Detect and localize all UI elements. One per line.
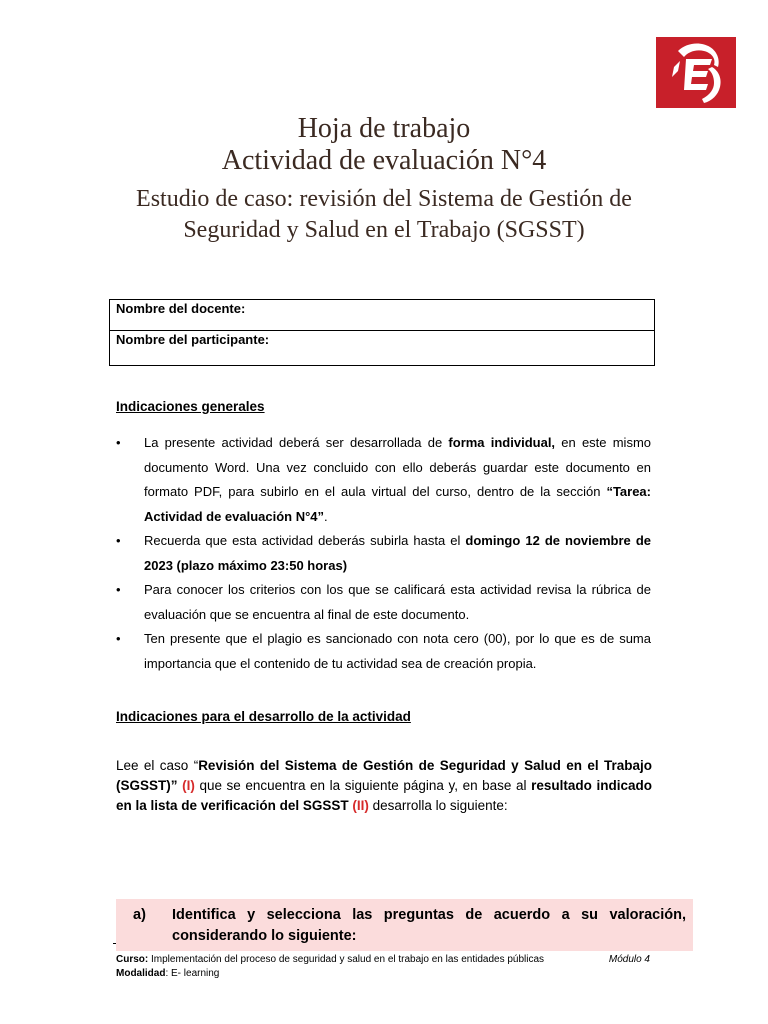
general-instructions-list bbox=[116, 431, 651, 676]
teacher-name-row[interactable]: Nombre del docente: bbox=[110, 300, 654, 331]
development-instructions-heading: Indicaciones para el desarrollo de la actividad bbox=[116, 709, 411, 724]
institution-logo-icon bbox=[656, 37, 736, 108]
task-a-box bbox=[116, 899, 693, 951]
task-letter: a) bbox=[133, 907, 146, 923]
list-item: • La presente actividad deberá ser desarrollada de forma individual, en este mismo documento Word. Una vez concluido con ello deberás guardar este documento en formato PDF, para subirlo en el aula virtual del curso, dentro de la sección “Tarea: Actividad de evaluación N°4”. bbox=[116, 431, 651, 529]
participant-name-row[interactable]: Nombre del participante: bbox=[116, 332, 270, 347]
list-item: • Ten presente que el plagio es sancionado con nota cero (00), por lo que es de suma importancia que el contenido de tu actividad sea de creación propia. bbox=[116, 627, 651, 676]
bullet-icon: • bbox=[116, 435, 121, 450]
divider bbox=[113, 943, 116, 944]
task-text: Identifica y selecciona las preguntas de acuerdo a su valoración, considerando lo siguiente: bbox=[172, 907, 686, 944]
list-item: • Recuerda que esta actividad deberás subirla hasta el domingo 12 de noviembre de 2023 (plazo máximo 23:50 horas) bbox=[116, 529, 651, 578]
development-paragraph: Lee el caso “Revisión del Sistema de Gestión de Seguridad y Salud en el Trabajo (SGSST)” (I) que se encuentra en la siguiente página y, en base al resultado indicado en la lista de verificación del SGSST (II) desarrolla lo siguiente: bbox=[116, 758, 652, 813]
bullet-icon: • bbox=[116, 631, 121, 646]
page-subtitle-line2: Seguridad y Salud en el Trabajo (SGSST) bbox=[183, 217, 585, 243]
page-subtitle-line1: Estudio de caso: revisión del Sistema de Gestión de bbox=[136, 186, 632, 212]
page-footer bbox=[116, 953, 656, 981]
list-item: • Para conocer los criterios con los que se calificará esta actividad revisa la rúbrica de evaluación que se encuentra al final de este documento. bbox=[116, 578, 651, 627]
footer-modality: Modalidad: E- learning bbox=[116, 968, 220, 979]
page-title-activity: Actividad de evaluación N°4 bbox=[221, 145, 547, 176]
bullet-icon: • bbox=[116, 582, 121, 597]
footer-course: Curso: Implementación del proceso de seguridad y salud en el trabajo en las entidades públicas bbox=[116, 954, 545, 965]
general-instructions-heading: Indicaciones generales bbox=[116, 399, 265, 414]
footer-module: Módulo 4 bbox=[608, 954, 650, 965]
participant-info-table bbox=[109, 299, 655, 366]
bullet-icon: • bbox=[116, 533, 121, 548]
page-title: Hoja de trabajo bbox=[297, 113, 471, 144]
